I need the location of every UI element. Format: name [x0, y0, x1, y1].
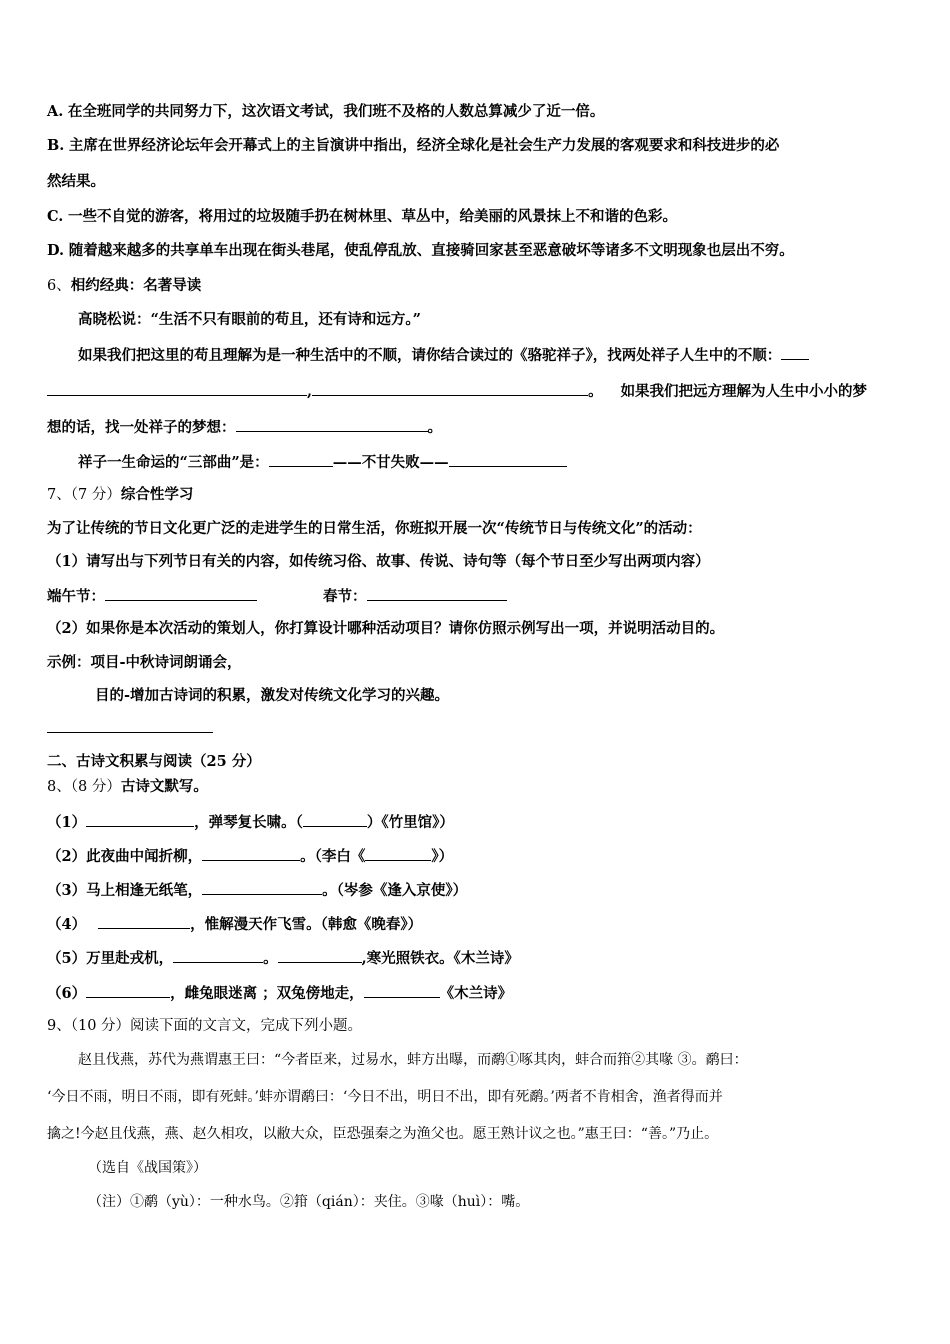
section-title: 二、古诗文积累与阅读（25 分）: [47, 753, 261, 770]
option-letter: C.: [47, 208, 64, 225]
option-text: 主席在世界经济论坛年会开幕式上的主旨演讲中指出，经济全球化是社会生产力发展的客观要求和科技进步的必: [68, 137, 780, 154]
q7-part2: （2）如果你是本次活动的策划人，你打算设计哪种活动项目？请你仿照示例写出一项，并说明活动目的。: [47, 620, 725, 637]
item-number: （1）: [47, 814, 87, 831]
option-letter: D.: [47, 242, 65, 259]
answer-blank[interactable]: [173, 947, 263, 963]
q8-item-6: [47, 982, 512, 1004]
period: 。: [427, 419, 442, 436]
q6-line3: [47, 416, 442, 438]
q9-passage-line-3: 擒之!今赵且伐燕，燕、赵久相攻，以敝大众，臣恐强秦之为渔父也。愿王熟计议之也。”惠王曰：“善。”乃止。: [47, 1126, 719, 1142]
question-title: 古诗文默写。: [120, 778, 208, 795]
q8-heading: [47, 777, 208, 797]
answer-blank[interactable]: [449, 451, 567, 467]
q8-item-2: [47, 845, 453, 867]
q6-line4-mid: ——不甘失败——: [332, 454, 449, 471]
answer-blank[interactable]: [364, 982, 440, 998]
q7-example-project: 示例：项目-中秋诗词朗诵会，: [47, 654, 242, 671]
q7-intro: 为了让传统的节日文化更广泛的走进学生的日常生活，你班拟开展一次“传统节日与传统文化”的活动：: [47, 520, 702, 537]
question-number: 8、: [47, 779, 71, 795]
q8-item-1: [47, 811, 454, 833]
period: 。: [588, 383, 603, 400]
answer-blank[interactable]: [47, 380, 307, 396]
item-source: ）《竹里馆》）: [366, 814, 454, 831]
question-score: （7 分）: [70, 487, 121, 503]
q8-item-5: [47, 947, 519, 969]
q7-heading: [47, 485, 193, 505]
answer-blank[interactable]: [236, 416, 428, 432]
q8-item-4: [47, 913, 422, 935]
question-number: 6、: [47, 278, 71, 294]
option-text: 在全班同学的共同努力下，这次语文考试，我们班不及格的人数总算减少了近一倍。: [67, 103, 605, 120]
answer-blank[interactable]: [86, 811, 194, 827]
item-text: （5）万里赴戎机，: [47, 950, 174, 967]
item-text: ，惟解漫天作飞雪。（韩愈《晚春》）: [190, 916, 423, 933]
q9-passage-line-2: ‘今日不雨，明日不雨，即有死蚌。’蚌亦谓鹬曰：‘今日不出，明日不出，即有死鹬。’两者不肯相舍，渔者得而并: [47, 1089, 723, 1105]
answer-blank[interactable]: [86, 982, 170, 998]
answer-line[interactable]: [47, 732, 213, 733]
q6-line1: [78, 344, 809, 366]
question-number: 7、: [47, 487, 71, 503]
item-text: （3）马上相逢无纸笔，: [47, 882, 203, 899]
question-score: （10 分）: [70, 1018, 131, 1034]
answer-blank[interactable]: [303, 811, 367, 827]
answer-blank[interactable]: [269, 451, 333, 467]
q6-line4: [78, 451, 567, 473]
item-text: （2）此夜曲中闻折柳，: [47, 848, 203, 865]
option-letter: B.: [47, 137, 65, 154]
item-source-end: 》）: [431, 848, 454, 865]
q6-line3-text: 想的话，找一处祥子的梦想：: [47, 419, 236, 436]
q9-passage-line-1: 赵且伐燕，苏代为燕谓惠王曰：“今者臣来，过易水，蚌方出曝，而鹬①啄其肉，蚌合而箝②其喙 ③。鹬曰：: [78, 1052, 748, 1068]
answer-blank[interactable]: [202, 845, 300, 861]
item-source: 《木兰诗》: [439, 985, 513, 1002]
item-source: 。（李白《: [300, 848, 366, 865]
q6-heading: [47, 276, 201, 296]
answer-blank[interactable]: [312, 380, 588, 396]
q7-festivals: [47, 585, 507, 607]
option-text: 随着越来越多的共享单车出现在街头巷尾，使乱停乱放、直接骑回家甚至恶意破坏等诸多不文明现象也层出不穷。: [68, 242, 794, 259]
dragon-boat-label: 端午节：: [47, 588, 105, 605]
comma: ,: [307, 383, 313, 400]
q9-source: （选自《战国策》）: [88, 1160, 207, 1176]
q9-heading: [47, 1016, 362, 1036]
q6-line2: [47, 380, 867, 402]
q7-example-purpose: 目的-增加古诗词的积累，激发对传统文化学习的兴趣。: [95, 687, 450, 704]
item-source: ,寒光照铁衣。《木兰诗》: [361, 950, 519, 967]
answer-blank[interactable]: [278, 947, 362, 963]
question-score: （8 分）: [70, 779, 121, 795]
option-text: 一些不自觉的游客，将用过的垃圾随手扔在树林里、草丛中，给美丽的风景抹上不和谐的色彩。: [67, 208, 677, 225]
q6-line2-tail: 如果我们把远方理解为人生中小小的梦: [620, 383, 868, 400]
spring-festival-label: 春节：: [323, 588, 367, 605]
q7-part1: （1）请写出与下列节日有关的内容，如传统习俗、故事、传说、诗句等（每个节日至少写出两项内容）: [47, 553, 710, 570]
question-title: 阅读下面的文言文，完成下列小题。: [130, 1018, 363, 1034]
q6-quote: 高晓松说：“生活不只有眼前的苟且，还有诗和远方。”: [78, 311, 421, 328]
question-number: 9、: [47, 1018, 71, 1034]
option-c: [47, 207, 677, 227]
answer-blank[interactable]: [781, 344, 809, 360]
answer-blank[interactable]: [365, 845, 431, 861]
option-a: [47, 102, 604, 122]
question-title: 相约经典：名著导读: [70, 277, 202, 294]
q8-item-3: [47, 879, 467, 901]
item-text: ，雌兔眼迷离 ；双兔傍地走，: [170, 985, 364, 1002]
answer-blank[interactable]: [367, 585, 507, 601]
answer-blank[interactable]: [98, 913, 190, 929]
item-text: ，弹琴复长啸。（: [194, 814, 303, 831]
q6-line1-text: 如果我们把这里的苟且理解为是一种生活中的不顺，请你结合读过的《骆驼祥子》，找两处祥子人生中的不顺：: [78, 347, 782, 364]
answer-blank[interactable]: [202, 879, 322, 895]
option-d: [47, 241, 794, 261]
period: 。: [263, 950, 278, 967]
q9-note: （注）①鹬（yù）：一种水鸟。②箝（qián）：夹住。③喙（huì）：嘴。: [88, 1194, 530, 1210]
item-number: （6）: [47, 985, 87, 1002]
item-number: （4）: [47, 916, 87, 933]
option-letter: A.: [47, 103, 64, 120]
option-b-continued: 然结果。: [47, 173, 105, 190]
item-source: 。（岑参《逢入京使》）: [322, 882, 468, 899]
question-title: 综合性学习: [120, 486, 194, 503]
q6-line4-text: 祥子一生命运的“三部曲”是：: [78, 454, 269, 471]
answer-blank[interactable]: [105, 585, 257, 601]
option-b: [47, 136, 779, 156]
